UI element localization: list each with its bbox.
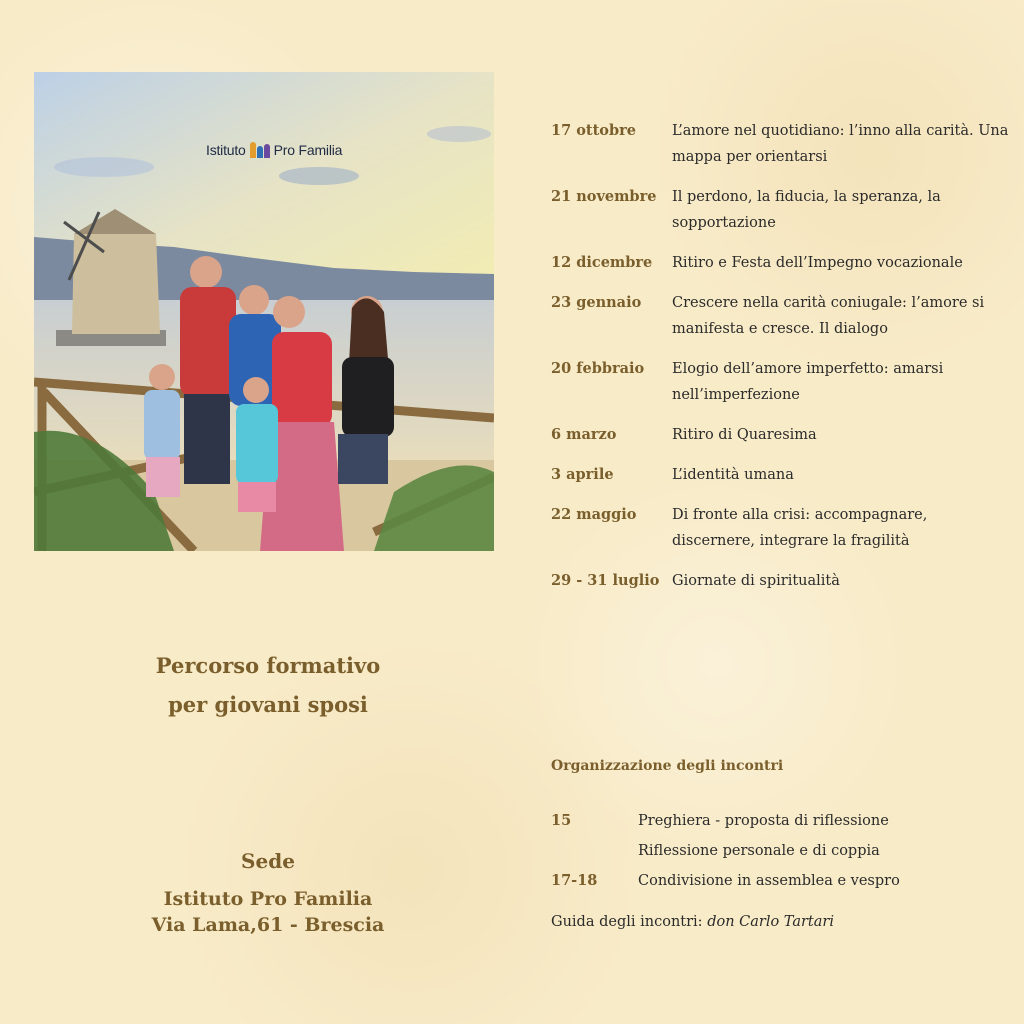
logo-text-pro-familia: Pro Familia xyxy=(273,142,343,158)
venue-block xyxy=(92,846,444,938)
logo-text-istituto: Istituto xyxy=(206,142,246,158)
organization-time: 15 xyxy=(551,812,572,829)
organization-text: Preghiera - proposta di riflessione xyxy=(638,813,889,829)
schedule-row xyxy=(551,356,1011,408)
organization-text: Condivisione in assemblea e vespro xyxy=(638,873,900,889)
schedule-topic: L’amore nel quotidiano: l’inno alla carità. Una mappa per orientarsi xyxy=(672,123,1009,165)
guide-name: don Carlo Tartari xyxy=(707,914,834,930)
schedule-date: 29 - 31 luglio xyxy=(551,572,660,589)
venue-heading: Sede xyxy=(241,849,295,873)
schedule-row xyxy=(551,250,1011,276)
schedule-date: 12 dicembre xyxy=(551,254,653,271)
venue-name: Istituto Pro Familia xyxy=(163,888,373,910)
schedule-topic: Ritiro e Festa dell’Impegno vocazionale xyxy=(672,255,963,271)
schedule-row xyxy=(551,290,1011,342)
logo xyxy=(206,130,342,170)
venue-address: Via Lama,61 - Brescia xyxy=(151,914,385,936)
organization-row xyxy=(551,866,1011,896)
schedule-row xyxy=(551,184,1011,236)
schedule-list xyxy=(551,118,1011,608)
family-photo xyxy=(34,72,494,551)
schedule-date: 17 ottobre xyxy=(551,122,636,139)
schedule-row xyxy=(551,118,1011,170)
organization-text: Riflessione personale e di coppia xyxy=(638,843,880,859)
course-title-line2: per giovani sposi xyxy=(168,692,368,717)
schedule-row xyxy=(551,502,1011,554)
schedule-topic: L’identità umana xyxy=(672,467,794,483)
organization-time xyxy=(551,836,638,866)
guide-line xyxy=(551,910,1011,934)
schedule-date: 22 maggio xyxy=(551,506,637,523)
schedule-topic: Crescere nella carità coniugale: l’amore si manifesta e cresce. Il dialogo xyxy=(672,295,985,337)
people-icon xyxy=(250,142,270,158)
organization-time: 17-18 xyxy=(551,872,598,889)
course-title xyxy=(92,646,444,724)
schedule-date: 20 febbraio xyxy=(551,360,645,377)
schedule-date: 3 aprile xyxy=(551,466,614,483)
schedule-topic: Elogio dell’amore imperfetto: amarsi nell’imperfezione xyxy=(672,361,944,403)
schedule-date: 6 marzo xyxy=(551,426,617,443)
guide-label: Guida degli incontri: xyxy=(551,914,703,930)
schedule-row xyxy=(551,422,1011,448)
organization-block xyxy=(551,754,1011,934)
schedule-date: 21 novembre xyxy=(551,188,657,205)
organization-row xyxy=(551,806,1011,836)
schedule-row xyxy=(551,568,1011,594)
schedule-date: 23 gennaio xyxy=(551,294,642,311)
schedule-topic: Giornate di spiritualità xyxy=(672,573,840,589)
organization-row xyxy=(551,836,1011,866)
schedule-topic: Il perdono, la fiducia, la speranza, la sopportazione xyxy=(672,189,941,231)
schedule-topic: Di fronte alla crisi: accompagnare, discernere, integrare la fragilità xyxy=(672,507,928,549)
schedule-row xyxy=(551,462,1011,488)
schedule-topic: Ritiro di Quaresima xyxy=(672,427,817,443)
course-title-line1: Percorso formativo xyxy=(155,653,381,678)
organization-heading: Organizzazione degli incontri xyxy=(551,758,784,774)
